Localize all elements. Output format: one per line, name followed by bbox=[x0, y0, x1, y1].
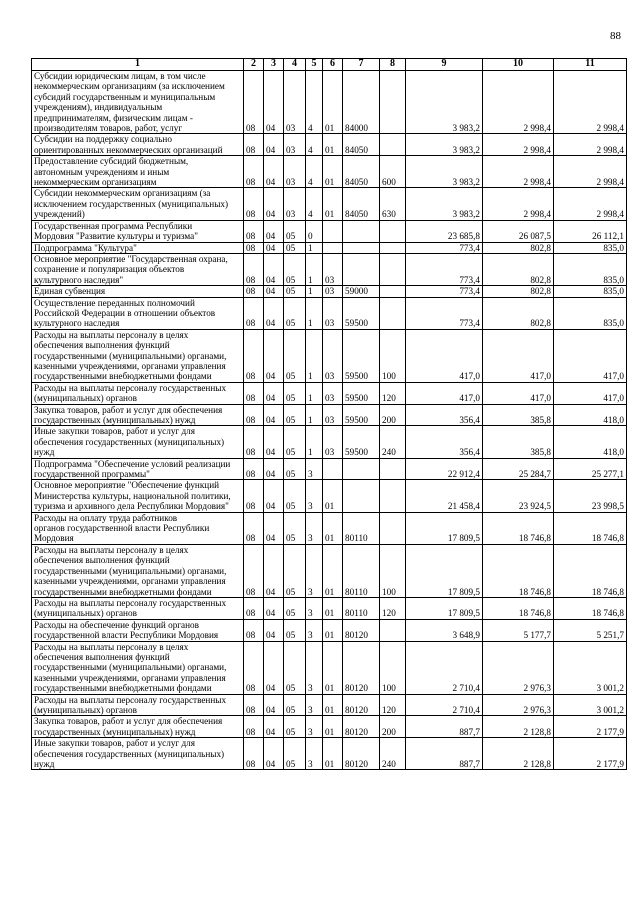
header-row bbox=[32, 59, 627, 71]
row-name-cell: Подпрограмма "Обеспечение условий реализации государственной программы" bbox=[32, 458, 244, 480]
row-c9-cell: 2 710,4 bbox=[406, 641, 483, 694]
row-c7-cell: 80110 bbox=[343, 544, 380, 597]
row-c5-cell: 3 bbox=[306, 694, 323, 716]
row-c11-cell: 417,0 bbox=[554, 382, 627, 404]
row-c5-cell: 4 bbox=[306, 188, 323, 220]
row-c10-cell: 25 284,7 bbox=[483, 458, 554, 480]
row-c9-cell: 417,0 bbox=[406, 329, 483, 382]
row-c3-cell: 04 bbox=[264, 382, 284, 404]
row-c6-cell: 03 bbox=[323, 253, 343, 285]
table-row bbox=[32, 134, 627, 156]
row-c11-cell: 835,0 bbox=[554, 297, 627, 329]
row-c3-cell: 04 bbox=[264, 458, 284, 480]
row-c5-cell: 4 bbox=[306, 156, 323, 188]
row-c7-cell bbox=[343, 458, 380, 480]
row-c4-cell: 05 bbox=[284, 286, 306, 297]
row-c4-cell: 03 bbox=[284, 156, 306, 188]
row-c10-cell: 802,8 bbox=[483, 242, 554, 253]
row-name-cell: Субсидии на поддержку социально ориентированных некоммерческих организаций bbox=[32, 134, 244, 156]
row-c2-cell: 08 bbox=[244, 404, 264, 426]
row-c9-cell: 887,7 bbox=[406, 738, 483, 770]
row-c7-cell: 84050 bbox=[343, 156, 380, 188]
row-c4-cell: 05 bbox=[284, 641, 306, 694]
row-c8-cell: 240 bbox=[380, 738, 406, 770]
table-row bbox=[32, 480, 627, 512]
row-c7-cell: 59500 bbox=[343, 382, 380, 404]
row-name-cell: Расходы на выплаты персоналу государственных (муниципальных) органов bbox=[32, 694, 244, 716]
row-c4-cell: 03 bbox=[284, 188, 306, 220]
row-c8-cell: 200 bbox=[380, 404, 406, 426]
row-c9-cell: 417,0 bbox=[406, 382, 483, 404]
row-c3-cell: 04 bbox=[264, 71, 284, 134]
row-c7-cell bbox=[343, 242, 380, 253]
row-c5-cell: 1 bbox=[306, 404, 323, 426]
row-c4-cell: 05 bbox=[284, 458, 306, 480]
row-c5-cell: 3 bbox=[306, 641, 323, 694]
row-c8-cell bbox=[380, 220, 406, 242]
column-header: 5 bbox=[306, 59, 323, 71]
row-c9-cell: 3 648,9 bbox=[406, 619, 483, 641]
row-c3-cell: 04 bbox=[264, 597, 284, 619]
row-c11-cell: 417,0 bbox=[554, 329, 627, 382]
row-c4-cell: 05 bbox=[284, 297, 306, 329]
row-c3-cell: 04 bbox=[264, 641, 284, 694]
row-c8-cell: 630 bbox=[380, 188, 406, 220]
table-row bbox=[32, 220, 627, 242]
row-c6-cell: 01 bbox=[323, 480, 343, 512]
row-c9-cell: 773,4 bbox=[406, 242, 483, 253]
row-c9-cell: 17 809,5 bbox=[406, 597, 483, 619]
row-c10-cell: 2 998,4 bbox=[483, 156, 554, 188]
row-c6-cell: 01 bbox=[323, 716, 343, 738]
row-c8-cell bbox=[380, 458, 406, 480]
row-c4-cell: 05 bbox=[284, 597, 306, 619]
row-c2-cell: 08 bbox=[244, 738, 264, 770]
row-c2-cell: 08 bbox=[244, 480, 264, 512]
row-c3-cell: 04 bbox=[264, 286, 284, 297]
row-c5-cell: 4 bbox=[306, 71, 323, 134]
row-c5-cell: 3 bbox=[306, 458, 323, 480]
row-c10-cell: 18 746,8 bbox=[483, 597, 554, 619]
row-c7-cell: 80120 bbox=[343, 738, 380, 770]
row-name-cell: Предоставление субсидий бюджетным, автономным учреждениям и иным некоммерческим организациям bbox=[32, 156, 244, 188]
row-c4-cell: 05 bbox=[284, 242, 306, 253]
row-c5-cell: 3 bbox=[306, 544, 323, 597]
row-c6-cell: 01 bbox=[323, 738, 343, 770]
row-c9-cell: 3 983,2 bbox=[406, 156, 483, 188]
row-c6-cell: 01 bbox=[323, 619, 343, 641]
row-c7-cell: 80120 bbox=[343, 619, 380, 641]
row-c6-cell: 01 bbox=[323, 71, 343, 134]
row-c3-cell: 04 bbox=[264, 404, 284, 426]
row-name-cell: Расходы на выплаты персоналу в целях обеспечения выполнения функций государственными (муниципальными) органами, казенными учреждениями, органами управления государственными внебюджетными фондами bbox=[32, 329, 244, 382]
row-c10-cell: 802,8 bbox=[483, 286, 554, 297]
row-c7-cell: 80120 bbox=[343, 716, 380, 738]
row-c11-cell: 2 177,9 bbox=[554, 716, 627, 738]
row-c6-cell: 01 bbox=[323, 156, 343, 188]
row-c7-cell: 59500 bbox=[343, 426, 380, 458]
row-c10-cell: 385,8 bbox=[483, 426, 554, 458]
row-c5-cell: 3 bbox=[306, 597, 323, 619]
row-c4-cell: 05 bbox=[284, 382, 306, 404]
row-name-cell: Субсидии некоммерческим организациям (за исключением государственных (муниципальных) учреждений) bbox=[32, 188, 244, 220]
row-c11-cell: 23 998,5 bbox=[554, 480, 627, 512]
row-c7-cell: 84050 bbox=[343, 188, 380, 220]
table-row bbox=[32, 329, 627, 382]
row-c2-cell: 08 bbox=[244, 458, 264, 480]
row-c4-cell: 05 bbox=[284, 220, 306, 242]
table-row bbox=[32, 694, 627, 716]
row-c7-cell: 80120 bbox=[343, 641, 380, 694]
row-c2-cell: 08 bbox=[244, 253, 264, 285]
row-c2-cell: 08 bbox=[244, 716, 264, 738]
row-c4-cell: 05 bbox=[284, 512, 306, 544]
row-c9-cell: 23 685,8 bbox=[406, 220, 483, 242]
row-c2-cell: 08 bbox=[244, 544, 264, 597]
row-c8-cell: 120 bbox=[380, 382, 406, 404]
row-c2-cell: 08 bbox=[244, 597, 264, 619]
row-c4-cell: 05 bbox=[284, 253, 306, 285]
row-c4-cell: 05 bbox=[284, 426, 306, 458]
table-row bbox=[32, 641, 627, 694]
row-name-cell: Расходы на выплаты персоналу государственных (муниципальных) органов bbox=[32, 382, 244, 404]
row-c3-cell: 04 bbox=[264, 716, 284, 738]
row-name-cell: Единая субвенция bbox=[32, 286, 244, 297]
column-header: 1 bbox=[32, 59, 244, 71]
row-c3-cell: 04 bbox=[264, 329, 284, 382]
row-name-cell: Расходы на оплату труда работников органов государственной власти Республики Мордовия bbox=[32, 512, 244, 544]
row-c7-cell bbox=[343, 253, 380, 285]
row-c7-cell: 59000 bbox=[343, 286, 380, 297]
row-c6-cell: 01 bbox=[323, 641, 343, 694]
row-name-cell: Иные закупки товаров, работ и услуг для обеспечения государственных (муниципальных) нужд bbox=[32, 738, 244, 770]
row-c3-cell: 04 bbox=[264, 738, 284, 770]
row-c2-cell: 08 bbox=[244, 329, 264, 382]
row-c9-cell: 21 458,4 bbox=[406, 480, 483, 512]
row-c11-cell: 26 112,1 bbox=[554, 220, 627, 242]
row-c5-cell: 3 bbox=[306, 512, 323, 544]
table-row bbox=[32, 426, 627, 458]
table-row bbox=[32, 71, 627, 134]
row-c8-cell: 120 bbox=[380, 597, 406, 619]
row-c7-cell: 59500 bbox=[343, 329, 380, 382]
table-row bbox=[32, 253, 627, 285]
row-c4-cell: 05 bbox=[284, 480, 306, 512]
row-c3-cell: 04 bbox=[264, 242, 284, 253]
table-row bbox=[32, 188, 627, 220]
column-header: 2 bbox=[244, 59, 264, 71]
row-c9-cell: 773,4 bbox=[406, 253, 483, 285]
row-c7-cell: 84050 bbox=[343, 134, 380, 156]
row-c7-cell: 59500 bbox=[343, 297, 380, 329]
row-c10-cell: 2 976,3 bbox=[483, 694, 554, 716]
row-c3-cell: 04 bbox=[264, 512, 284, 544]
row-c10-cell: 802,8 bbox=[483, 253, 554, 285]
row-name-cell: Расходы на выплаты персоналу государственных (муниципальных) органов bbox=[32, 597, 244, 619]
row-c6-cell: 01 bbox=[323, 188, 343, 220]
row-c9-cell: 3 983,2 bbox=[406, 134, 483, 156]
row-c3-cell: 04 bbox=[264, 480, 284, 512]
row-c10-cell: 417,0 bbox=[483, 329, 554, 382]
row-c8-cell: 100 bbox=[380, 544, 406, 597]
row-c5-cell: 3 bbox=[306, 619, 323, 641]
row-c9-cell: 356,4 bbox=[406, 404, 483, 426]
row-c8-cell bbox=[380, 71, 406, 134]
table-row bbox=[32, 286, 627, 297]
row-name-cell: Расходы на обеспечение функций органов государственной власти Республики Мордовия bbox=[32, 619, 244, 641]
row-c4-cell: 05 bbox=[284, 738, 306, 770]
row-c4-cell: 05 bbox=[284, 329, 306, 382]
column-header: 11 bbox=[554, 59, 627, 71]
row-c10-cell: 2 128,8 bbox=[483, 716, 554, 738]
row-c10-cell: 417,0 bbox=[483, 382, 554, 404]
row-c3-cell: 04 bbox=[264, 156, 284, 188]
row-c6-cell: 03 bbox=[323, 286, 343, 297]
row-name-cell: Закупка товаров, работ и услуг для обеспечения государственных (муниципальных) нужд bbox=[32, 404, 244, 426]
row-c6-cell bbox=[323, 220, 343, 242]
row-c8-cell bbox=[380, 512, 406, 544]
row-c3-cell: 04 bbox=[264, 426, 284, 458]
row-c3-cell: 04 bbox=[264, 619, 284, 641]
row-c9-cell: 2 710,4 bbox=[406, 694, 483, 716]
column-header: 4 bbox=[284, 59, 306, 71]
row-name-cell: Государственная программа Республики Мордовия "Развитие культуры и туризма" bbox=[32, 220, 244, 242]
row-c5-cell: 4 bbox=[306, 134, 323, 156]
column-header: 6 bbox=[323, 59, 343, 71]
row-c2-cell: 08 bbox=[244, 188, 264, 220]
column-header: 8 bbox=[380, 59, 406, 71]
row-c11-cell: 418,0 bbox=[554, 404, 627, 426]
row-c11-cell: 2 998,4 bbox=[554, 156, 627, 188]
row-name-cell: Подпрограмма "Культура" bbox=[32, 242, 244, 253]
row-c9-cell: 887,7 bbox=[406, 716, 483, 738]
row-c9-cell: 22 912,4 bbox=[406, 458, 483, 480]
row-c9-cell: 356,4 bbox=[406, 426, 483, 458]
row-c7-cell bbox=[343, 480, 380, 512]
row-c11-cell: 835,0 bbox=[554, 286, 627, 297]
row-c7-cell: 80110 bbox=[343, 597, 380, 619]
row-c9-cell: 17 809,5 bbox=[406, 512, 483, 544]
column-header: 7 bbox=[343, 59, 380, 71]
row-c10-cell: 2 998,4 bbox=[483, 71, 554, 134]
row-c3-cell: 04 bbox=[264, 134, 284, 156]
row-c9-cell: 773,4 bbox=[406, 297, 483, 329]
row-c8-cell: 100 bbox=[380, 641, 406, 694]
row-c5-cell: 1 bbox=[306, 242, 323, 253]
row-c2-cell: 08 bbox=[244, 426, 264, 458]
row-c7-cell: 80110 bbox=[343, 512, 380, 544]
row-name-cell: Расходы на выплаты персоналу в целях обеспечения выполнения функций государственными (муниципальными) органами, казенными учреждениями, органами управления государственными внебюджетными фондами bbox=[32, 544, 244, 597]
row-c8-cell bbox=[380, 480, 406, 512]
row-name-cell: Расходы на выплаты персоналу в целях обеспечения выполнения функций государственными (муниципальными) органами, казенными учреждениями, органами управления государственными внебюджетными фондами bbox=[32, 641, 244, 694]
table-row bbox=[32, 242, 627, 253]
row-c8-cell: 100 bbox=[380, 329, 406, 382]
row-c5-cell: 3 bbox=[306, 480, 323, 512]
row-c9-cell: 773,4 bbox=[406, 286, 483, 297]
row-c7-cell: 59500 bbox=[343, 404, 380, 426]
row-c10-cell: 5 177,7 bbox=[483, 619, 554, 641]
row-c11-cell: 18 746,8 bbox=[554, 512, 627, 544]
table-row bbox=[32, 544, 627, 597]
row-c10-cell: 385,8 bbox=[483, 404, 554, 426]
row-c11-cell: 2 998,4 bbox=[554, 71, 627, 134]
row-name-cell: Субсидии юридическим лицам, в том числе некоммерческим организациям (за исключением субсидий государственным и муниципальным учреждениям), индивидуальным предпринимателям, физическим лицам - производителям товаров, работ, услуг bbox=[32, 71, 244, 134]
row-c6-cell: 01 bbox=[323, 694, 343, 716]
row-c2-cell: 08 bbox=[244, 220, 264, 242]
row-c8-cell bbox=[380, 619, 406, 641]
row-c8-cell: 120 bbox=[380, 694, 406, 716]
row-c2-cell: 08 bbox=[244, 156, 264, 188]
row-c6-cell: 01 bbox=[323, 597, 343, 619]
row-c10-cell: 802,8 bbox=[483, 297, 554, 329]
row-c8-cell: 240 bbox=[380, 426, 406, 458]
row-c5-cell: 3 bbox=[306, 716, 323, 738]
row-c3-cell: 04 bbox=[264, 694, 284, 716]
row-c10-cell: 2 998,4 bbox=[483, 134, 554, 156]
row-c6-cell: 03 bbox=[323, 426, 343, 458]
row-c2-cell: 08 bbox=[244, 134, 264, 156]
row-c8-cell bbox=[380, 242, 406, 253]
table-row bbox=[32, 156, 627, 188]
column-header: 10 bbox=[483, 59, 554, 71]
row-c10-cell: 2 976,3 bbox=[483, 641, 554, 694]
row-c11-cell: 3 001,2 bbox=[554, 694, 627, 716]
row-c6-cell: 03 bbox=[323, 329, 343, 382]
table-row bbox=[32, 297, 627, 329]
row-c11-cell: 2 998,4 bbox=[554, 188, 627, 220]
row-c4-cell: 05 bbox=[284, 716, 306, 738]
row-c11-cell: 3 001,2 bbox=[554, 641, 627, 694]
row-c6-cell: 03 bbox=[323, 297, 343, 329]
row-c5-cell: 1 bbox=[306, 253, 323, 285]
row-c4-cell: 03 bbox=[284, 71, 306, 134]
row-name-cell: Осуществление переданных полномочий Российской Федерации в отношении объектов культурного наследия bbox=[32, 297, 244, 329]
row-c7-cell: 80120 bbox=[343, 694, 380, 716]
row-c8-cell: 600 bbox=[380, 156, 406, 188]
row-name-cell: Основное мероприятие "Государственная охрана, сохранение и популяризация объектов культурного наследия" bbox=[32, 253, 244, 285]
row-c4-cell: 05 bbox=[284, 619, 306, 641]
row-c7-cell bbox=[343, 220, 380, 242]
row-c2-cell: 08 bbox=[244, 382, 264, 404]
row-c11-cell: 2 998,4 bbox=[554, 134, 627, 156]
row-c2-cell: 08 bbox=[244, 297, 264, 329]
row-c2-cell: 08 bbox=[244, 694, 264, 716]
row-c4-cell: 05 bbox=[284, 404, 306, 426]
row-c2-cell: 08 bbox=[244, 641, 264, 694]
row-c4-cell: 05 bbox=[284, 544, 306, 597]
row-c5-cell: 3 bbox=[306, 738, 323, 770]
table-row bbox=[32, 738, 627, 770]
row-c3-cell: 04 bbox=[264, 544, 284, 597]
row-c8-cell bbox=[380, 253, 406, 285]
row-c11-cell: 418,0 bbox=[554, 426, 627, 458]
budget-table bbox=[31, 58, 627, 770]
row-c11-cell: 2 177,9 bbox=[554, 738, 627, 770]
row-c7-cell: 84000 bbox=[343, 71, 380, 134]
row-c10-cell: 18 746,8 bbox=[483, 512, 554, 544]
row-c11-cell: 18 746,8 bbox=[554, 597, 627, 619]
row-c5-cell: 1 bbox=[306, 426, 323, 458]
row-c11-cell: 835,0 bbox=[554, 253, 627, 285]
row-name-cell: Основное мероприятие "Обеспечение функций Министерства культуры, национальной политики, туризма и архивного дела Республики Мордовия" bbox=[32, 480, 244, 512]
row-c8-cell bbox=[380, 286, 406, 297]
row-c5-cell: 0 bbox=[306, 220, 323, 242]
row-c4-cell: 03 bbox=[284, 134, 306, 156]
table-row bbox=[32, 512, 627, 544]
row-c9-cell: 17 809,5 bbox=[406, 544, 483, 597]
row-c10-cell: 2 998,4 bbox=[483, 188, 554, 220]
row-c10-cell: 23 924,5 bbox=[483, 480, 554, 512]
row-c3-cell: 04 bbox=[264, 188, 284, 220]
row-c9-cell: 3 983,2 bbox=[406, 71, 483, 134]
table-row bbox=[32, 382, 627, 404]
row-c4-cell: 05 bbox=[284, 694, 306, 716]
row-c6-cell: 03 bbox=[323, 404, 343, 426]
row-c6-cell bbox=[323, 458, 343, 480]
row-c8-cell bbox=[380, 134, 406, 156]
row-c6-cell bbox=[323, 242, 343, 253]
table-body bbox=[32, 71, 627, 770]
row-c6-cell: 01 bbox=[323, 134, 343, 156]
row-c5-cell: 1 bbox=[306, 286, 323, 297]
row-c9-cell: 3 983,2 bbox=[406, 188, 483, 220]
table-row bbox=[32, 404, 627, 426]
page-number: 88 bbox=[610, 30, 621, 42]
row-name-cell: Иные закупки товаров, работ и услуг для обеспечения государственных (муниципальных) нужд bbox=[32, 426, 244, 458]
table-row bbox=[32, 619, 627, 641]
row-c11-cell: 18 746,8 bbox=[554, 544, 627, 597]
row-c2-cell: 08 bbox=[244, 242, 264, 253]
column-header: 9 bbox=[406, 59, 483, 71]
row-c10-cell: 26 087,5 bbox=[483, 220, 554, 242]
row-c11-cell: 5 251,7 bbox=[554, 619, 627, 641]
row-c2-cell: 08 bbox=[244, 286, 264, 297]
table-row bbox=[32, 458, 627, 480]
row-c10-cell: 18 746,8 bbox=[483, 544, 554, 597]
row-c11-cell: 25 277,1 bbox=[554, 458, 627, 480]
row-c2-cell: 08 bbox=[244, 71, 264, 134]
row-c6-cell: 01 bbox=[323, 512, 343, 544]
table-row bbox=[32, 716, 627, 738]
row-c11-cell: 835,0 bbox=[554, 242, 627, 253]
table-row bbox=[32, 597, 627, 619]
row-c5-cell: 1 bbox=[306, 297, 323, 329]
row-c8-cell bbox=[380, 297, 406, 329]
row-c6-cell: 03 bbox=[323, 382, 343, 404]
row-c5-cell: 1 bbox=[306, 382, 323, 404]
row-c2-cell: 08 bbox=[244, 512, 264, 544]
row-c6-cell: 01 bbox=[323, 544, 343, 597]
row-c5-cell: 1 bbox=[306, 329, 323, 382]
row-c10-cell: 2 128,8 bbox=[483, 738, 554, 770]
row-name-cell: Закупка товаров, работ и услуг для обеспечения государственных (муниципальных) нужд bbox=[32, 716, 244, 738]
row-c3-cell: 04 bbox=[264, 220, 284, 242]
row-c2-cell: 08 bbox=[244, 619, 264, 641]
row-c3-cell: 04 bbox=[264, 297, 284, 329]
row-c8-cell: 200 bbox=[380, 716, 406, 738]
row-c3-cell: 04 bbox=[264, 253, 284, 285]
column-header: 3 bbox=[264, 59, 284, 71]
